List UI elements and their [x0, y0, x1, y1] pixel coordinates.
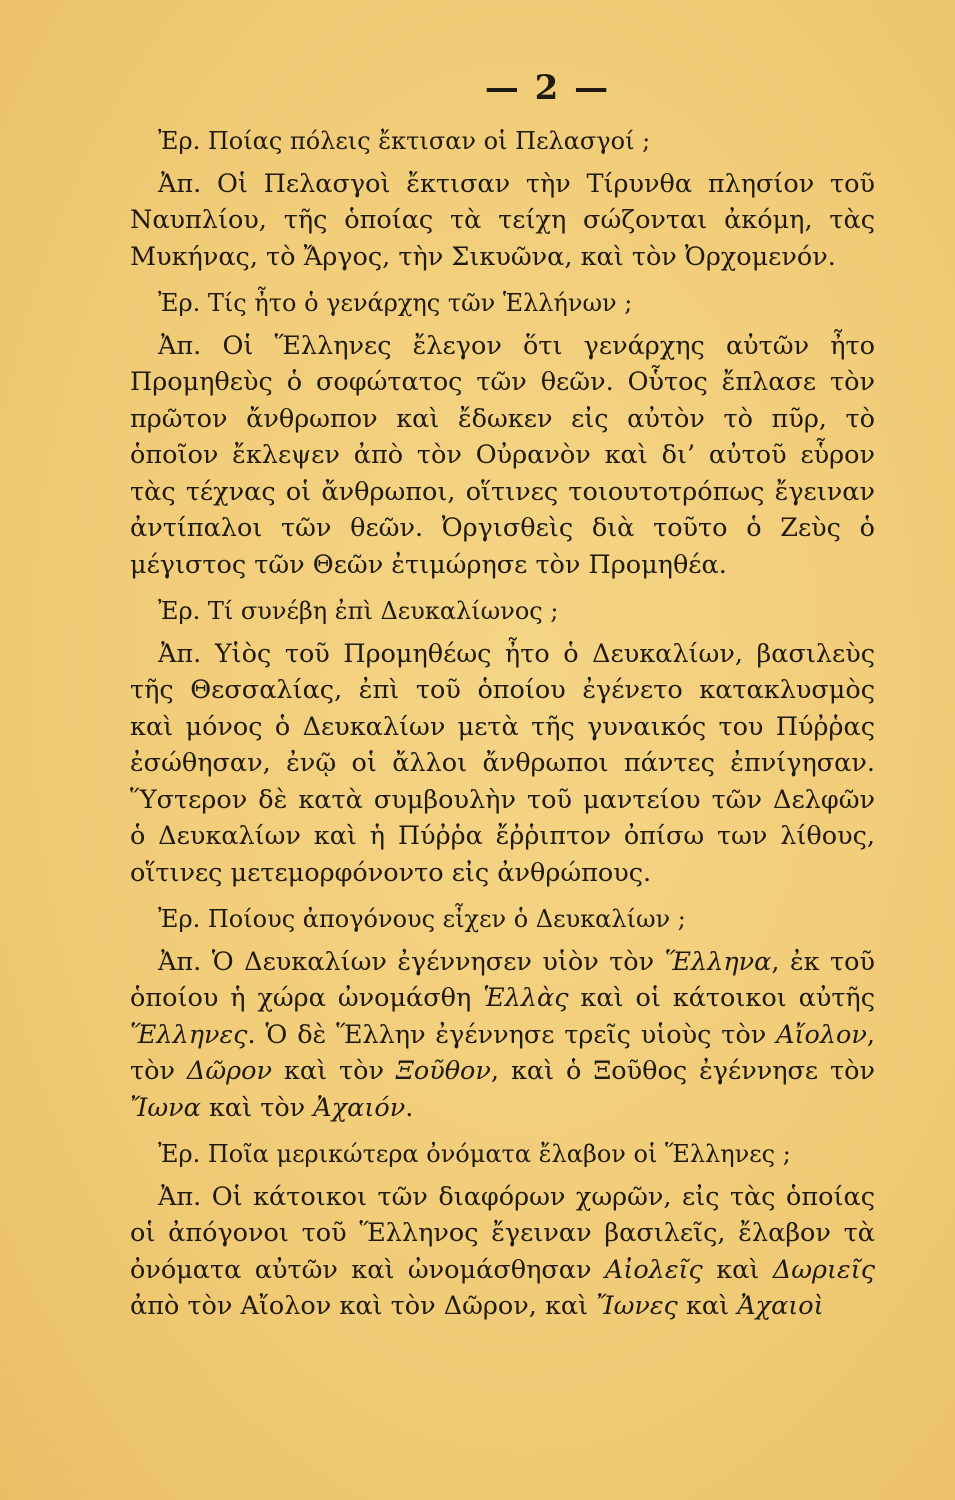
question-2 [130, 285, 875, 322]
question-label: Ἐρ. [158, 905, 201, 934]
answer-text: Οἱ Ἕλληνες ἔλεγον ὅτι γενάρχης αὐτῶν ἦτο Προμηθεὺς ὁ σοφώτατος τῶν θεῶν. Οὗτος ἔπλασε τὸν πρῶτον ἄνθρωπον καὶ ἔδωκεν εἰς αὐτὸν τὸ πῦρ, τὸ ὁποῖον ἔκλεψεν ἀπὸ τὸν Οὐρανὸν καὶ δι’ αὐτοῦ εὗρον τὰς τέχνας οἱ ἄνθρωποι, οἵτινες τοιουτοτρόπως ἔγειναν ἀντίπαλοι τῶν θεῶν. Ὀργισθεὶς διὰ τοῦτο ὁ Ζεὺς ὁ μέγιστος τῶν Θεῶν ἐτιμώρησε τὸν Προμηθέα. [130, 330, 875, 580]
question-label: Ἐρ. [158, 597, 201, 626]
answer-text-4: καὶ οἱ κάτοικοι αὐτῆς [568, 983, 875, 1014]
answer-1 [130, 166, 875, 276]
name-ion: Ἴωνα [130, 1092, 201, 1123]
answer-2 [130, 328, 875, 584]
question-text: Ποίους ἀπογόνους εἶχεν ὁ Δευκαλίων ; [207, 905, 686, 934]
question-4 [130, 901, 875, 938]
question-answer-text [130, 123, 875, 1325]
answer-text-2: , ἐκ τοῦ ὁποίου ἡ χώρα ὠνομάσθη [130, 946, 875, 1014]
question-1 [130, 123, 875, 160]
answer-text-8: , τὸν [130, 1019, 875, 1087]
answer-text-10: καὶ τὸν [271, 1056, 396, 1087]
answer-3 [130, 636, 875, 892]
question-text: Τίς ἦτο ὁ γενάρχης τῶν Ἑλλήνων ; [207, 289, 633, 318]
answer-label: Ἀπ. [158, 1181, 202, 1212]
question-label: Ἐρ. [158, 289, 201, 318]
answer-text-2: καὶ [702, 1254, 773, 1285]
answer-text-12: , καὶ ὁ Ξοῦθος ἐγέννησε τὸν [490, 1056, 875, 1087]
answer-text-0: Ὁ Δευκαλίων ἐγέννησεν υἱὸν τὸν [211, 946, 665, 977]
name-achaeus: Ἀχαιόν [313, 1092, 406, 1123]
name-dorus: Δῶρον [186, 1056, 272, 1087]
name-hellen: Ἕλληνα [664, 946, 772, 977]
answer-text-4: ἀπὸ τὸν Αἴολον καὶ τὸν Δῶρον, καὶ [130, 1291, 597, 1322]
answer-label: Ἀπ. [158, 330, 202, 361]
name-hellenes: Ἕλληνες [130, 1019, 248, 1050]
question-5 [130, 1136, 875, 1173]
answer-text: Υἱὸς τοῦ Προμηθέως ἦτο ὁ Δευκαλίων, βασιλεὺς τῆς Θεσσαλίας, ἐπὶ τοῦ ὁποίου ἐγένετο κατακλυσμὸς καὶ μόνος ὁ Δευκαλίων μετὰ τῆς γυναικός του Πύῤῥας ἐσώθησαν, ἐνῷ οἱ ἄλλοι ἄνθρωποι πάντες ἐπνίγησαν. Ὕστερον δὲ κατὰ συμβουλὴν τοῦ μαντείου τῶν Δελφῶν ὁ Δευκαλίων καὶ ἡ Πύῤῥα ἔῤῥιπτον ὀπίσω των λίθους, οἵτινες μετεμορφόνοντο εἰς ἀνθρώπους. [130, 638, 876, 888]
question-text: Ποίας πόλεις ἔκτισαν οἱ Πελασγοί ; [207, 127, 651, 156]
question-label: Ἐρ. [158, 127, 201, 156]
answer-text-6: καὶ [677, 1291, 738, 1322]
answer-5 [130, 1179, 875, 1325]
name-aeolus: Αἴολον [776, 1019, 867, 1050]
name-xuthus: Ξοῦθον [395, 1056, 491, 1087]
answer-label: Ἀπ. [158, 638, 202, 669]
answer-label: Ἀπ. [158, 168, 202, 199]
name-dorians: Δωριεῖς [772, 1254, 875, 1285]
question-3 [130, 593, 875, 630]
answer-label: Ἀπ. [158, 946, 202, 977]
question-text: Τί συνέβη ἐπὶ Δευκαλίωνος ; [207, 597, 559, 626]
name-achaeans: Ἀχαιοὶ [737, 1291, 824, 1322]
answer-text-16: . [405, 1092, 414, 1123]
name-ionians: Ἴωνες [596, 1291, 678, 1322]
page-number: — 2 — [484, 68, 611, 108]
name-hellas: Ἑλλὰς [483, 983, 569, 1014]
question-text: Ποῖα μερικώτερα ὀνόματα ἔλαβον οἱ Ἕλληνες ; [207, 1140, 791, 1169]
answer-text: Οἱ Πελασγοὶ ἔκτισαν τὴν Τίρυνθα πλησίον τοῦ Ναυπλίου, τῆς ὁποίας τὰ τείχη σώζονται ἀκόμη, τὰς Μυκήνας, τὸ Ἄργος, τὴν Σικυῶνα, καὶ τὸν Ὀρχομενόν. [130, 168, 875, 272]
answer-text-0: Οἱ κάτοικοι τῶν διαφόρων χωρῶν, εἰς τὰς ὁποίας οἱ ἀπόγονοι τοῦ Ἕλληνος ἔγειναν βασιλεῖς, ἔλαβον τὰ ὀνόματα αὐτῶν καὶ ὠνομάσθησαν [130, 1181, 875, 1285]
name-aeolians: Αἰολεῖς [604, 1254, 703, 1285]
answer-4 [130, 944, 875, 1127]
question-label: Ἐρ. [158, 1140, 201, 1169]
answer-text-6: . Ὁ δὲ Ἕλλην ἐγέννησε τρεῖς υἱοὺς τὸν [247, 1019, 777, 1050]
answer-text-14: καὶ τὸν [200, 1092, 314, 1123]
